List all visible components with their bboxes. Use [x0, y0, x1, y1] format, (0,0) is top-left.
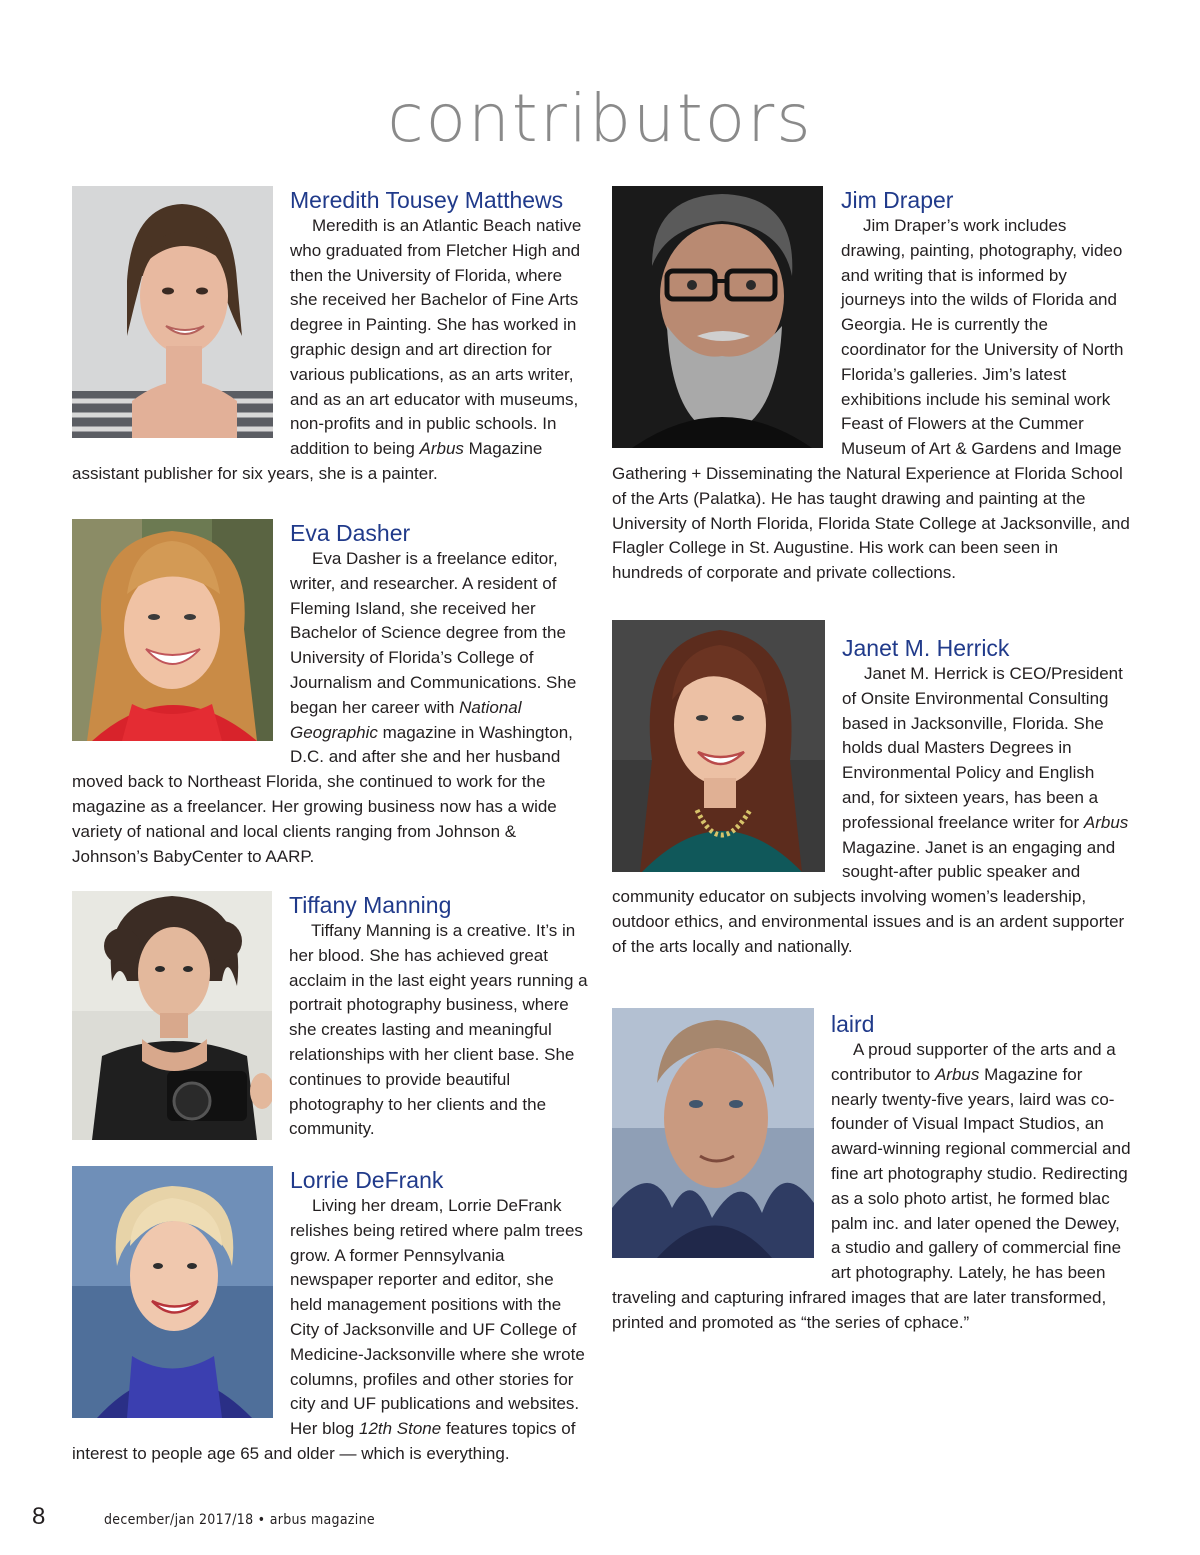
- bio-laird: [612, 1010, 1132, 1336]
- bio-janet: [612, 634, 1132, 960]
- contributor-name: Lorrie DeFrank: [290, 1167, 444, 1193]
- portrait-jim: [612, 186, 823, 448]
- bio-jim: [612, 186, 1132, 586]
- italic-title: National Geographic: [290, 697, 522, 742]
- contributor-name: Meredith Tousey Matthews: [290, 187, 564, 213]
- bio-segment: Magazine assistant publisher for six years, she is a painter.: [72, 439, 543, 483]
- bio-segment: Meredith is an Atlantic Beach native who graduated from Fletcher High and then the University of Florida, where she received her Bachelor of Fine Arts degree in Painting. She has worked in graphic design and art direction for various publications, as an arts writer, and as an art educator with museums, non-profits and in public schools. In addition to being: [290, 216, 582, 459]
- page-title: contributors: [387, 80, 813, 157]
- portrait-eva: [72, 519, 273, 741]
- italic-title: 12th Stone: [358, 1419, 442, 1439]
- bio-lorrie: [72, 1166, 588, 1467]
- bio-segment: Tiffany Manning is a creative. It’s in her blood. She has achieved great acclaim in the last eight years running a portrait photography business, where she creates lasting and meaningful relationships with her client base. She continues to provide beautiful photography to her clients and the community.: [289, 921, 588, 1139]
- portrait-lorrie: [72, 1166, 273, 1418]
- contributor-name: Janet M. Herrick: [842, 635, 1010, 661]
- italic-title: Arbus: [419, 439, 464, 459]
- portrait-tiffany: [72, 891, 273, 1140]
- portrait-janet: [612, 620, 825, 872]
- portrait-laird: [612, 1008, 814, 1258]
- bio-segment: Eva Dasher is a freelance editor, writer, and researcher. A resident of Fleming Island, she received her Bachelor of Science degree from the University of Florida’s College of Journalism and Communications. She began her career with: [290, 549, 577, 717]
- contributor-name: Jim Draper: [841, 187, 954, 213]
- bio-tiffany: [72, 891, 588, 1150]
- contributor-bio-text: [289, 921, 588, 1138]
- bio-meredith: [72, 186, 588, 487]
- contributor-name: Tiffany Manning: [289, 892, 452, 918]
- bio-segment: Jim Draper’s work includes drawing, painting, photography, video and writing that is informed by journeys into the wilds of Florida and Georgia. He is currently the coordinator for the University of North Florida’s galleries. Jim’s latest exhibitions include his seminal work Feast of Flowers at the Cummer Museum of Art & Gardens and Image Gathering + Disseminating the Natural Experience at Florida School of the Arts (Palatka). He has taught drawing and painting at the University of North Florida, Florida State College at Jacksonville, and Flagler College in St. Augustine. His work can been seen in hundreds of corporate and private collections.: [612, 216, 1130, 583]
- bio-segment: features topics of interest to people age 65 and older — which is everything.: [72, 1419, 576, 1463]
- bio-segment: A proud supporter of the arts and a contributor to: [831, 1040, 1116, 1084]
- bio-segment: Magazine for nearly twenty-five years, laird was co-founder of Visual Impact Studios, an award-winning regional commercial and fine art photography studio. Redirecting as a solo photo artist, he formed blac palm inc. and later opened the Dewey, a studio and gallery of commercial fine art photography. Lately, he has been traveling and capturing infrared images that are later transformed, printed and promoted as “the series of cphace.”: [612, 1064, 1131, 1332]
- portrait-meredith: [72, 186, 273, 438]
- footer-issue-line: december/jan 2017/18 • arbus magazine: [104, 1512, 375, 1528]
- bio-eva: [72, 519, 588, 869]
- bio-segment: Magazine. Janet is an engaging and sought-after public speaker and community educator on subjects involving women’s leadership, outdoor ethics, and environmental issues and is an ardent supporter of the arts locally and nationally.: [612, 837, 1125, 956]
- page-number: 8: [32, 1503, 46, 1530]
- contributor-name: laird: [831, 1011, 875, 1037]
- bio-segment: Janet M. Herrick is CEO/President of Onsite Environmental Consulting based in Jacksonville, Florida. She holds dual Masters Degrees in Environmental Policy and English and, for sixteen years, has been a professional freelance writer for: [842, 664, 1123, 832]
- bio-segment: Living her dream, Lorrie DeFrank relishes being retired where palm trees grow. A former Pennsylvania newspaper reporter and editor, she held management positions with the City of Jacksonville and UF College of Medicine-Jacksonville where she wrote columns, profiles and other stories for city and UF publications and websites. Her blog: [290, 1196, 585, 1439]
- bio-segment: magazine in Washington, D.C. and after she and her husband moved back to Northeast Florida, she continued to work for the magazine as a freelancer. Her growing business now has a wide variety of national and local clients ranging from Johnson & Johnson’s BabyCenter to AARP.: [72, 722, 573, 866]
- italic-title: Arbus: [1083, 812, 1129, 832]
- contributor-name: Eva Dasher: [290, 520, 411, 546]
- italic-title: Arbus: [934, 1064, 980, 1084]
